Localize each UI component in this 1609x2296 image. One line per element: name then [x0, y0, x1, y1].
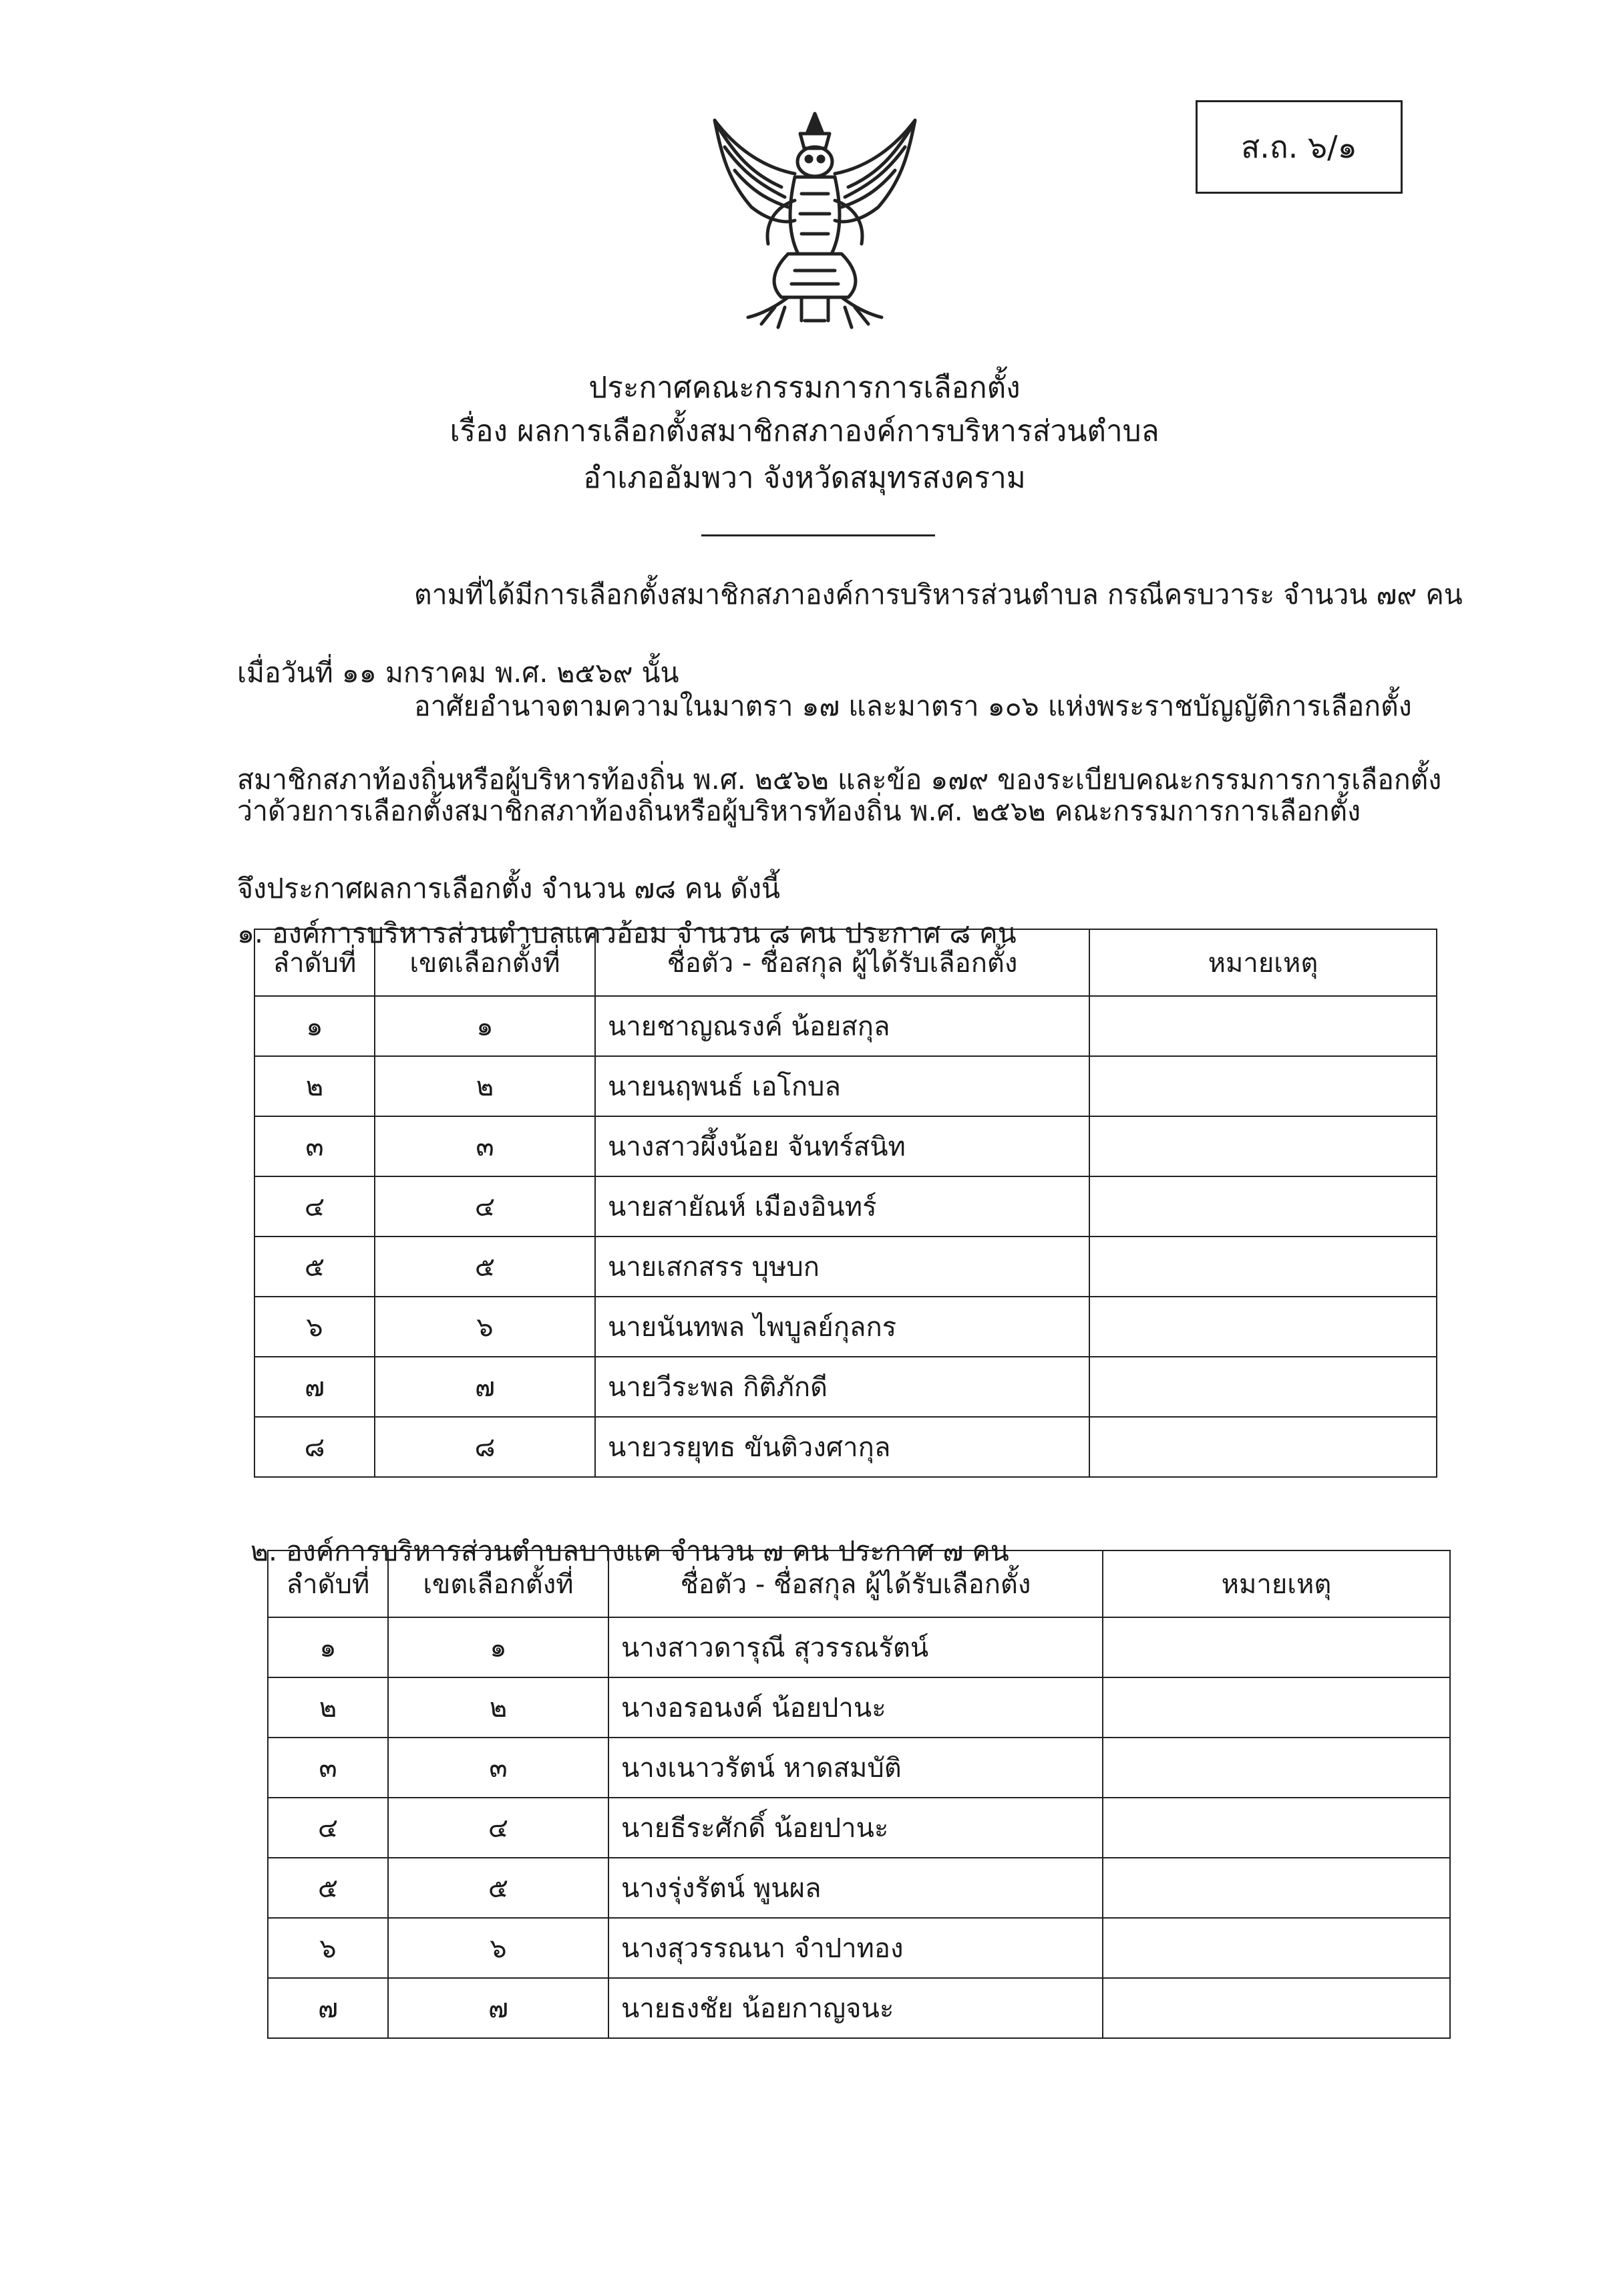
cell-name: นายวรยุทธ ขันติวงศากุล	[595, 1417, 1089, 1477]
cell-district: ๔	[388, 1798, 608, 1858]
header-order: ลำดับที่	[268, 1550, 388, 1617]
cell-district: ๓	[388, 1738, 608, 1798]
cell-remark	[1103, 1978, 1450, 2038]
cell-remark	[1103, 1617, 1450, 1677]
cell-remark	[1089, 1357, 1437, 1417]
cell-order: ๔	[254, 1176, 375, 1237]
cell-order: ๓	[254, 1116, 375, 1176]
heading-line-2: เรื่อง ผลการเลือกตั้งสมาชิกสภาองค์การบริหารส่วนตำบล	[450, 414, 1159, 448]
cell-remark	[1103, 1677, 1450, 1738]
cell-remark	[1089, 1176, 1437, 1237]
paragraph-1-line-2: เมื่อวันที่ ๑๑ มกราคม พ.ศ. ๒๕๖๙ นั้น	[237, 657, 679, 689]
cell-remark	[1089, 996, 1437, 1056]
section-1-table	[254, 929, 1437, 1478]
cell-name: นายวีระพล กิติภักดี	[595, 1357, 1089, 1417]
header-name: ชื่อตัว - ชื่อสกุล ผู้ได้รับเลือกตั้ง	[608, 1550, 1103, 1617]
table-row	[254, 1237, 1437, 1297]
table-row	[254, 996, 1437, 1056]
form-code-box	[1196, 100, 1403, 194]
cell-name: นางสุวรรณนา จำปาทอง	[608, 1918, 1103, 1978]
cell-remark	[1103, 1798, 1450, 1858]
cell-remark	[1089, 1237, 1437, 1297]
cell-district: ๓	[375, 1116, 595, 1176]
header-remark: หมายเหตุ	[1103, 1550, 1450, 1617]
section-2-title: ๒. องค์การบริหารส่วนตำบลบางแค จำนวน ๗ คน ประกาศ ๗ คน	[250, 1535, 1009, 1567]
paragraph-2-line-2: สมาชิกสภาท้องถิ่นหรือผู้บริหารท้องถิ่น พ.ศ. ๒๕๖๒ และข้อ ๑๗๙ ของระเบียบคณะกรรมการการเลือกตั้ง	[237, 764, 1442, 796]
table-row	[268, 1677, 1450, 1738]
cell-name: นางเนาวรัตน์ หาดสมบัติ	[608, 1738, 1103, 1798]
cell-name: นางรุ่งรัตน์ พูนผล	[608, 1858, 1103, 1918]
cell-order: ๕	[268, 1858, 388, 1918]
cell-name: นายธงชัย น้อยกาญจนะ	[608, 1978, 1103, 2038]
cell-district: ๗	[375, 1357, 595, 1417]
cell-remark	[1089, 1056, 1437, 1116]
cell-district: ๕	[388, 1858, 608, 1918]
cell-district: ๑	[375, 996, 595, 1056]
cell-name: นายนฤพนธ์ เอโกบล	[595, 1056, 1089, 1116]
cell-remark	[1089, 1297, 1437, 1357]
table-row	[268, 1798, 1450, 1858]
heading-line-3: อำเภออัมพวา จังหวัดสมุทรสงคราม	[583, 461, 1026, 495]
table-row	[254, 1357, 1437, 1417]
cell-remark	[1089, 1116, 1437, 1176]
form-code: ส.ถ. ๖/๑	[1241, 128, 1357, 165]
cell-name: นางสาวดารุณี สุวรรณรัตน์	[608, 1617, 1103, 1677]
cell-district: ๘	[375, 1417, 595, 1477]
paragraph-2-line-3: ว่าด้วยการเลือกตั้งสมาชิกสภาท้องถิ่นหรือผู้บริหารท้องถิ่น พ.ศ. ๒๕๖๒ คณะกรรมการการเลือกตั้ง	[237, 795, 1361, 827]
cell-order: ๕	[254, 1237, 375, 1297]
table-row	[254, 1297, 1437, 1357]
section-2-table	[267, 1550, 1451, 2039]
cell-name: นายธีระศักดิ์ น้อยปานะ	[608, 1798, 1103, 1858]
header-order: ลำดับที่	[254, 929, 375, 996]
cell-remark	[1103, 1918, 1450, 1978]
cell-order: ๓	[268, 1738, 388, 1798]
table-row	[254, 1056, 1437, 1116]
cell-order: ๔	[268, 1798, 388, 1858]
cell-remark	[1089, 1417, 1437, 1477]
cell-order: ๖	[268, 1918, 388, 1978]
table-row	[254, 1176, 1437, 1237]
table-header-row	[254, 929, 1437, 996]
table-row	[254, 1116, 1437, 1176]
table-row	[268, 1858, 1450, 1918]
cell-district: ๕	[375, 1237, 595, 1297]
garuda-emblem-icon	[688, 107, 942, 334]
cell-district: ๔	[375, 1176, 595, 1237]
cell-name: นายเสกสรร บุษบก	[595, 1237, 1089, 1297]
cell-district: ๑	[388, 1617, 608, 1677]
table-row	[268, 1978, 1450, 2038]
cell-name: นายสายัณห์ เมืองอินทร์	[595, 1176, 1089, 1237]
table-row	[254, 1417, 1437, 1477]
table-row	[268, 1918, 1450, 1978]
table-header-row	[268, 1550, 1450, 1617]
cell-order: ๑	[268, 1617, 388, 1677]
cell-district: ๖	[388, 1918, 608, 1978]
cell-district: ๒	[375, 1056, 595, 1116]
paragraph-2-line-4: จึงประกาศผลการเลือกตั้ง จำนวน ๗๘ คน ดังนี้	[237, 872, 781, 905]
header-remark: หมายเหตุ	[1089, 929, 1437, 996]
header-district: เขตเลือกตั้งที่	[375, 929, 595, 996]
cell-name: นางสาวผึ้งน้อย จันทร์สนิท	[595, 1116, 1089, 1176]
cell-remark	[1103, 1858, 1450, 1918]
paragraph-1-line-1: ตามที่ได้มีการเลือกตั้งสมาชิกสภาองค์การบริหารส่วนตำบล กรณีครบวาระ จำนวน ๗๙ คน	[414, 579, 1463, 611]
cell-district: ๖	[375, 1297, 595, 1357]
table-row	[268, 1738, 1450, 1798]
cell-order: ๒	[268, 1677, 388, 1738]
cell-remark	[1103, 1738, 1450, 1798]
header-district: เขตเลือกตั้งที่	[388, 1550, 608, 1617]
cell-name: นายชาญณรงค์ น้อยสกุล	[595, 996, 1089, 1056]
cell-order: ๒	[254, 1056, 375, 1116]
cell-order: ๑	[254, 996, 375, 1056]
section-1-title: ๑. องค์การบริหารส่วนตำบลแควอ้อม จำนวน ๘ คน ประกาศ ๘ คน	[237, 917, 1017, 949]
cell-order: ๗	[254, 1357, 375, 1417]
cell-order: ๘	[254, 1417, 375, 1477]
cell-name: นางอรอนงค์ น้อยปานะ	[608, 1677, 1103, 1738]
header-name: ชื่อตัว - ชื่อสกุล ผู้ได้รับเลือกตั้ง	[595, 929, 1089, 996]
cell-district: ๒	[388, 1677, 608, 1738]
cell-order: ๖	[254, 1297, 375, 1357]
cell-order: ๗	[268, 1978, 388, 2038]
heading-divider	[701, 534, 935, 536]
heading-line-1: ประกาศคณะกรรมการการเลือกตั้ง	[588, 371, 1021, 405]
paragraph-2-line-1: อาศัยอำนาจตามความในมาตรา ๑๗ และมาตรา ๑๐๖ แห่งพระราชบัญญัติการเลือกตั้ง	[414, 690, 1412, 722]
cell-name: นายนันทพล ไพบูลย์กุลกร	[595, 1297, 1089, 1357]
table-row	[268, 1617, 1450, 1677]
cell-district: ๗	[388, 1978, 608, 2038]
